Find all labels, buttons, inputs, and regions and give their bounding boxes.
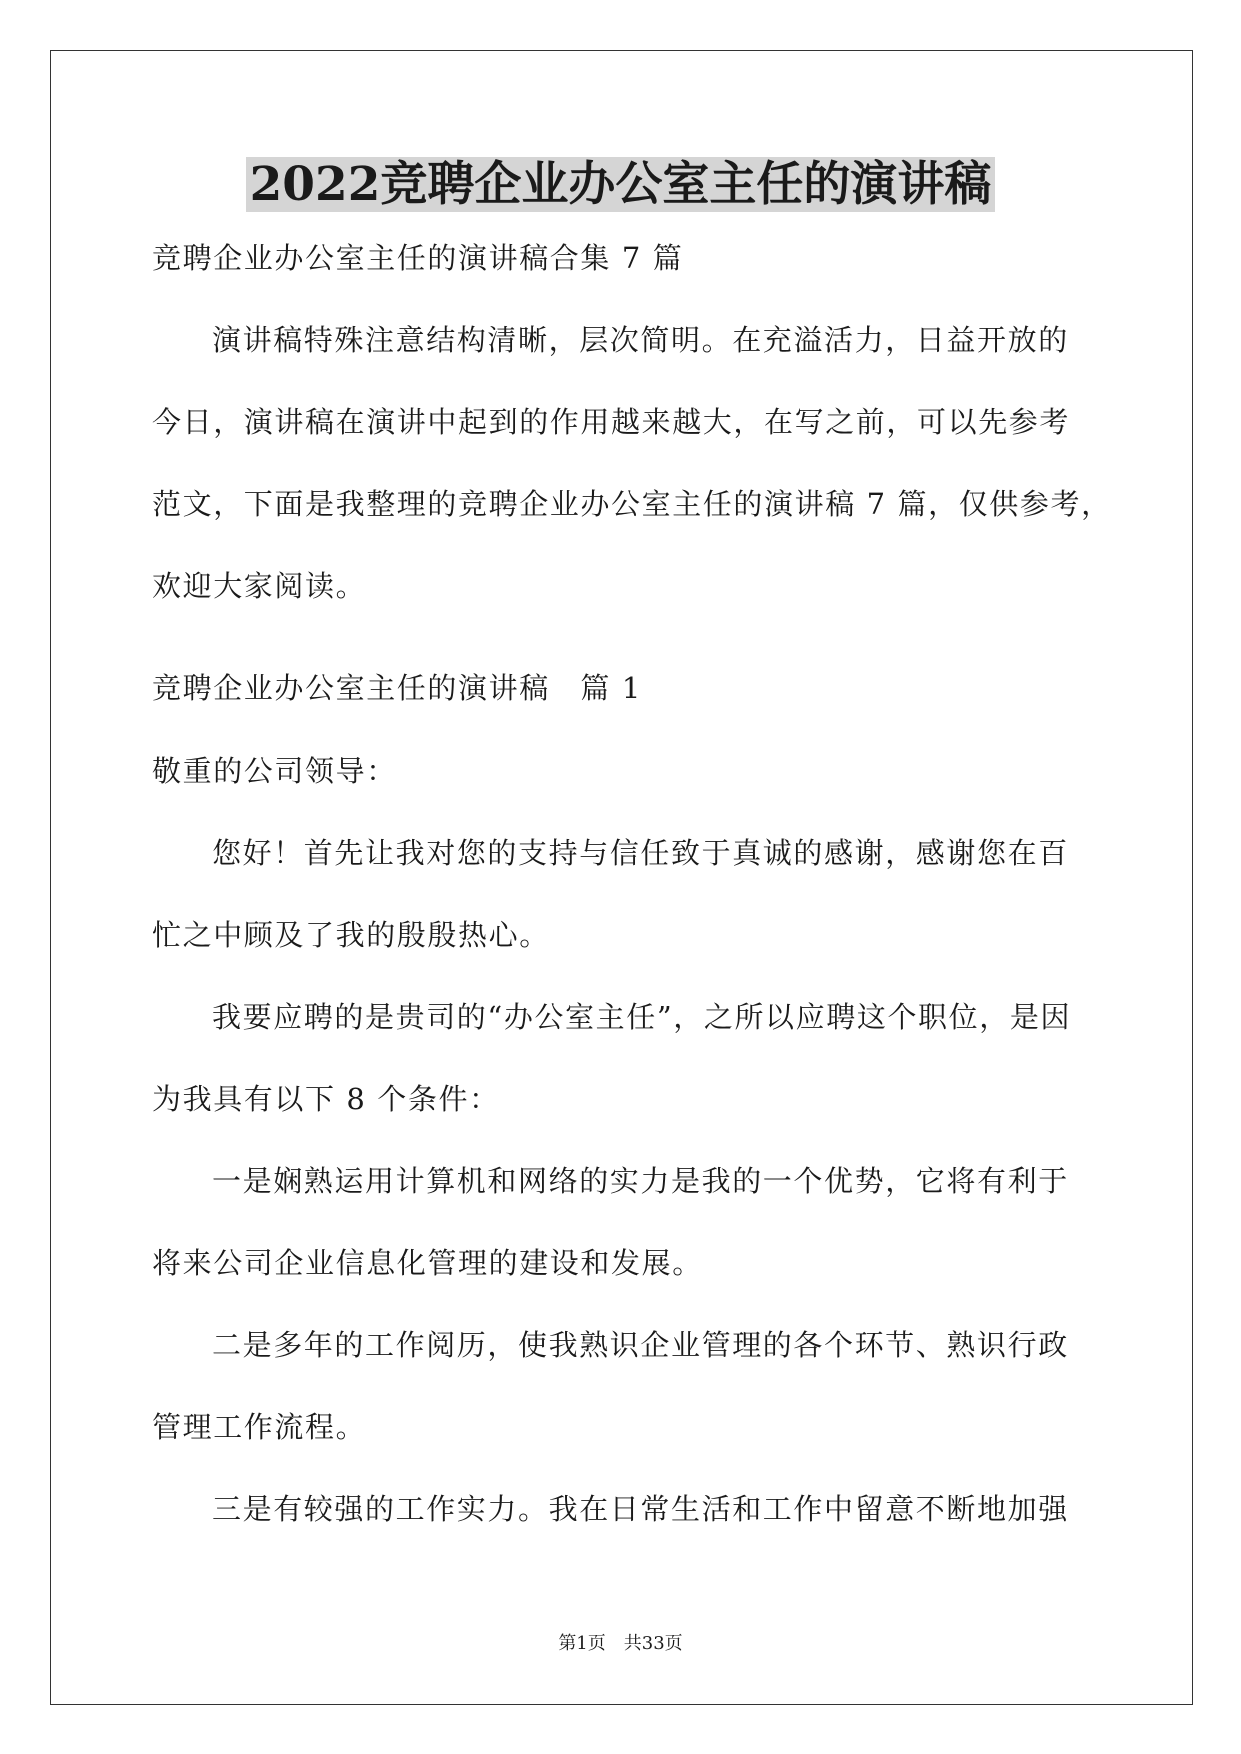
text-line: 今日，演讲稿在演讲中起到的作用越来越大，在写之前，可以先参考 [152,405,1071,439]
text-line: 欢迎大家阅读。 [152,569,367,603]
text-line: 演讲稿特殊注意结构清晰，层次简明。在充溢活力，日益开放的 [212,323,1069,357]
text-line: 一是娴熟运用计算机和网络的实力是我的一个优势，它将有利于 [212,1164,1069,1198]
text-line: 为我具有以下 8 个条件： [152,1082,500,1116]
text-line: 三是有较强的工作实力。我在日常生活和工作中留意不断地加强 [212,1492,1069,1526]
text-line: 将来公司企业信息化管理的建设和发展。 [152,1246,703,1280]
text-line: 管理工作流程。 [152,1410,367,1444]
text-line: 范文，下面是我整理的竞聘企业办公室主任的演讲稿 7 篇，仅供参考， [152,487,1112,521]
text-line: 您好！首先让我对您的支持与信任致于真诚的感谢，感谢您在百 [212,836,1069,870]
page-footer: 第1页 共33页 [558,1633,683,1654]
text-line: 我要应聘的是贵司的“办公室主任”，之所以应聘这个职位，是因 [212,1000,1072,1034]
text-line: 竞聘企业办公室主任的演讲稿 篇 1 [152,671,642,705]
text-line: 二是多年的工作阅历，使我熟识企业管理的各个环节、熟识行政 [212,1328,1069,1362]
text-line: 竞聘企业办公室主任的演讲稿合集 7 篇 [152,241,684,275]
page-border [50,50,1193,1705]
title-text: 2022竞聘企业办公室主任的演讲稿 [246,157,996,212]
text-line: 敬重的公司领导： [152,754,397,788]
document-title [0,150,1241,220]
text-line: 忙之中顾及了我的殷殷热心。 [152,918,550,952]
